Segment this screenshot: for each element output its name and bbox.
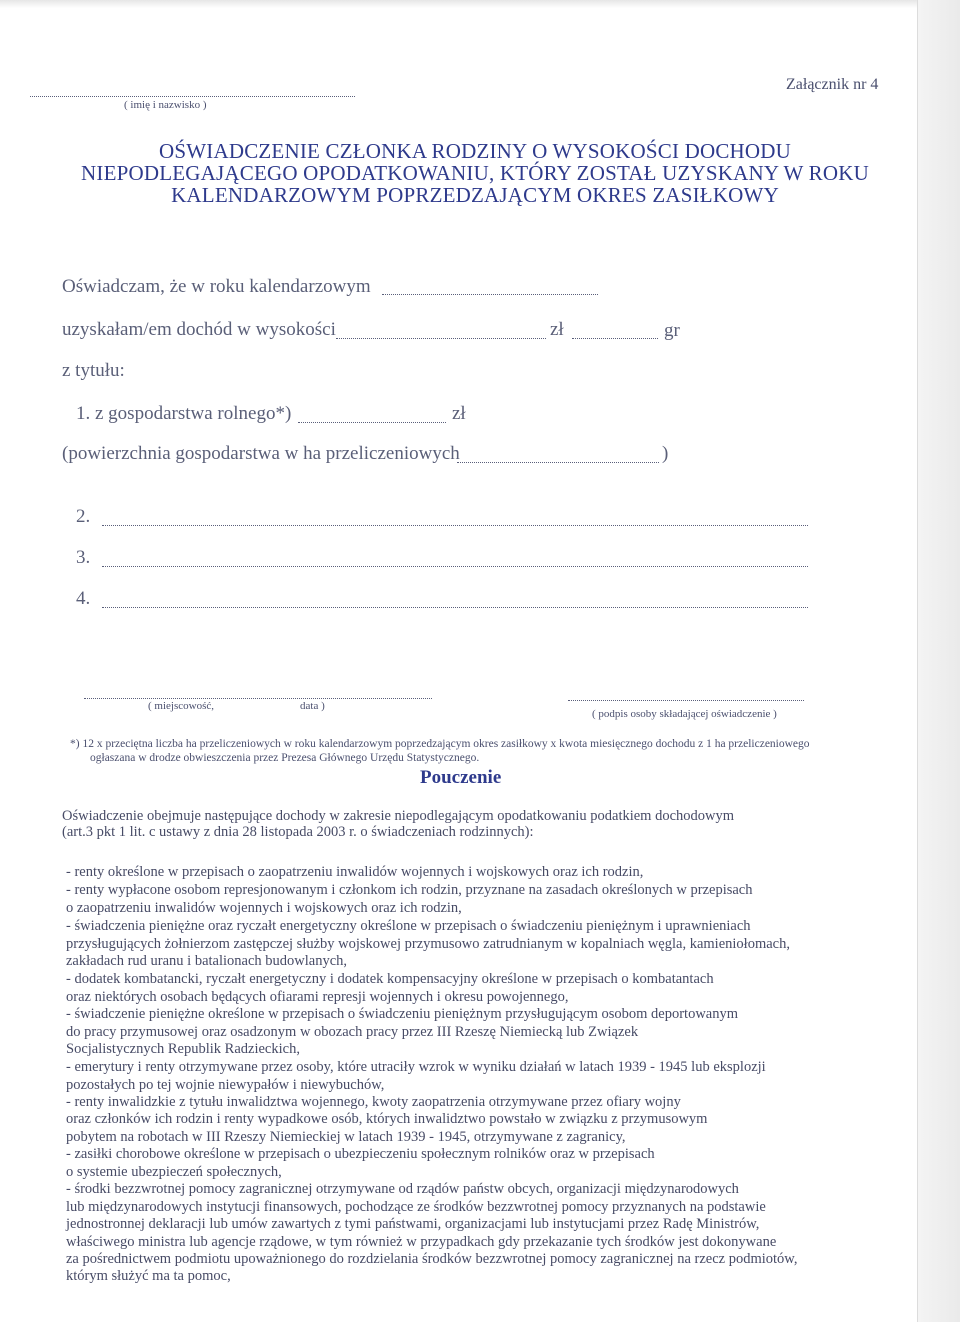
list-item: pobytem na robotach w III Rzeszy Niemieckiej w latach 1939 - 1945, otrzymywane z zagranicy,: [66, 1129, 626, 1145]
scan-right-edge: [917, 0, 960, 1322]
income-gr-field[interactable]: [572, 338, 658, 339]
signature-caption: ( podpis osoby składającej oświadczenie ): [592, 708, 777, 720]
list-item: - renty wypłacone osobom represjonowanym i członkom ich rodzin, przyznane na zasadach określonych w przepisach: [66, 882, 753, 898]
list-item: - renty inwalidzkie z tytułu inwalidztwa wojennego, kwoty zaopatrzenia otrzymywane przez ofiary wojny: [66, 1094, 681, 1110]
list-item: o systemie ubezpieczeń społecznych,: [66, 1164, 282, 1180]
list-item: oraz członków ich rodzin i renty wypadkowe osób, których inwalidztwo powstało w związku z przymusowym: [66, 1111, 708, 1127]
footnote-line-1: *) 12 x przeciętna liczba ha przeliczeniowych w roku kalendarzowym poprzedzającym okres zasiłkowy x kwota miesięcznego dochodu z 1 ha przeliczeniowego: [70, 738, 810, 750]
farm-income-label: 1. z gospodarstwa rolnego*): [76, 403, 292, 424]
list-item: - świadczenie pieniężne określone w przepisach o świadczeniu pieniężnym przysługującym osobom deportowanym: [66, 1006, 739, 1022]
year-label: Oświadczam, że w roku kalendarzowym: [62, 276, 371, 297]
source-item-3-field[interactable]: [102, 566, 808, 567]
farm-area-close: ): [662, 443, 669, 464]
document-title-line-1: OŚWIADCZENIE CZŁONKA RODZINY O WYSOKOŚCI DOCHODU: [159, 139, 791, 163]
document-title-line-2: NIEPODLEGAJĄCEGO OPODATKOWANIU, KTÓRY ZOSTAŁ UZYSKANY W ROKU: [81, 161, 869, 185]
list-item: do pracy przymusowej oraz osadzonym w obozach pracy przez III Rzeszę Niemiecką lub Związek: [66, 1024, 639, 1040]
source-item-4-label: 4.: [76, 588, 91, 609]
list-item: - dodatek kombatancki, ryczałt energetyczny i dodatek kompensacyjny określone w przepisach o kombatantach: [66, 971, 714, 987]
list-item: lub międzynarodowych instytucji finansowych, pochodzące ze środków bezzwrotnej pomocy przyznanych na podstawie: [66, 1199, 766, 1215]
instructions-heading: Pouczenie: [420, 767, 502, 788]
income-gr-unit: gr: [664, 320, 680, 341]
document-title-line-3: KALENDARZOWYM POPRZEDZAJĄCYM OKRES ZASIŁKOWY: [171, 183, 779, 207]
income-zl-field[interactable]: [336, 338, 546, 339]
place-caption: ( miejscowość,: [148, 700, 214, 712]
date-caption: data ): [300, 700, 325, 712]
farm-area-label: (powierzchnia gospodarstwa w ha przeliczeniowych: [62, 443, 460, 464]
list-item: - zasiłki chorobowe określone w przepisach o ubezpieczeniu społecznym rolników oraz w przepisach: [66, 1146, 655, 1162]
list-item: zakładach rud uranu i batalionach budowlanych,: [66, 953, 348, 969]
farm-area-field[interactable]: [457, 462, 659, 463]
source-item-3-label: 3.: [76, 547, 91, 568]
list-item: pozostałych po tej wojnie niewypałów i niewybuchów,: [66, 1077, 385, 1093]
list-item: jednostronnej deklaracji lub umów zawartych z tymi państwami, organizacjami lub instytucjami przez Radę Ministrów,: [66, 1216, 760, 1232]
signature-field[interactable]: [568, 700, 804, 701]
list-item: Socjalistycznych Republik Radzieckich,: [66, 1041, 300, 1057]
source-item-2-label: 2.: [76, 506, 91, 527]
list-item: za pośrednictwem podmiotu upoważnionego do rozdzielania środków bezzwrotnej pomocy zagranicznej na rzecz podmiotów,: [66, 1251, 798, 1267]
list-item: właściwego ministra lub agencje rządowe, w tym również w przypadkach gdy przekazanie tych środków jest dokonywane: [66, 1234, 777, 1250]
source-item-4-field[interactable]: [102, 607, 808, 608]
scan-top-edge: [0, 0, 960, 8]
name-field-line[interactable]: [30, 96, 355, 97]
income-zl-unit: zł: [550, 319, 564, 340]
farm-income-unit: zł: [452, 403, 466, 424]
farm-income-field[interactable]: [298, 422, 446, 423]
list-item: - świadczenia pieniężne oraz ryczałt energetyczny określone w przepisach o świadczeniu pieniężnym i uprawnieniach: [66, 918, 751, 934]
list-item: - renty określone w przepisach o zaopatrzeniu inwalidów wojennych i wojskowych oraz ich rodzin,: [66, 864, 644, 880]
list-item: - emerytury i renty otrzymywane przez osoby, które utraciły wzrok w wyniku działań w latach 1939 - 1945 lub eksplozji: [66, 1059, 766, 1075]
footnote-line-2: ogłaszana w drodze obwieszczenia przez Prezesa Głównego Urzędu Statystycznego.: [90, 752, 480, 764]
name-caption: ( imię i nazwisko ): [124, 99, 207, 111]
instructions-intro-1: Oświadczenie obejmuje następujące dochody w zakresie niepodlegającym opodatkowaniu podatkiem dochodowym: [62, 808, 735, 824]
year-field[interactable]: [382, 294, 598, 295]
list-item: przysługujących żołnierzom zastępczej służby wojskowej przymusowo zatrudnianym w kopalniach węgla, kamieniołomach,: [66, 936, 790, 952]
list-item: którym służyć ma ta pomoc,: [66, 1268, 231, 1284]
list-item: o zaopatrzeniu inwalidów wojennych i wojskowych oraz ich rodzin,: [66, 900, 462, 916]
income-label: uzyskałam/em dochód w wysokości: [62, 319, 336, 340]
source-item-2-field[interactable]: [102, 525, 808, 526]
place-date-field[interactable]: [84, 698, 432, 699]
annex-label: Załącznik nr 4: [786, 76, 879, 93]
instructions-intro-2: (art.3 pkt 1 lit. c ustawy z dnia 28 listopada 2003 r. o świadczeniach rodzinnych):: [62, 824, 534, 840]
source-label: z tytułu:: [62, 360, 125, 381]
list-item: - środki bezzwrotnej pomocy zagranicznej otrzymywane od rządów państw obcych, organizacji międzynarodowych: [66, 1181, 739, 1197]
list-item: oraz niektórych osobach będących ofiarami represji wojennych i okresu powojennego,: [66, 989, 569, 1005]
